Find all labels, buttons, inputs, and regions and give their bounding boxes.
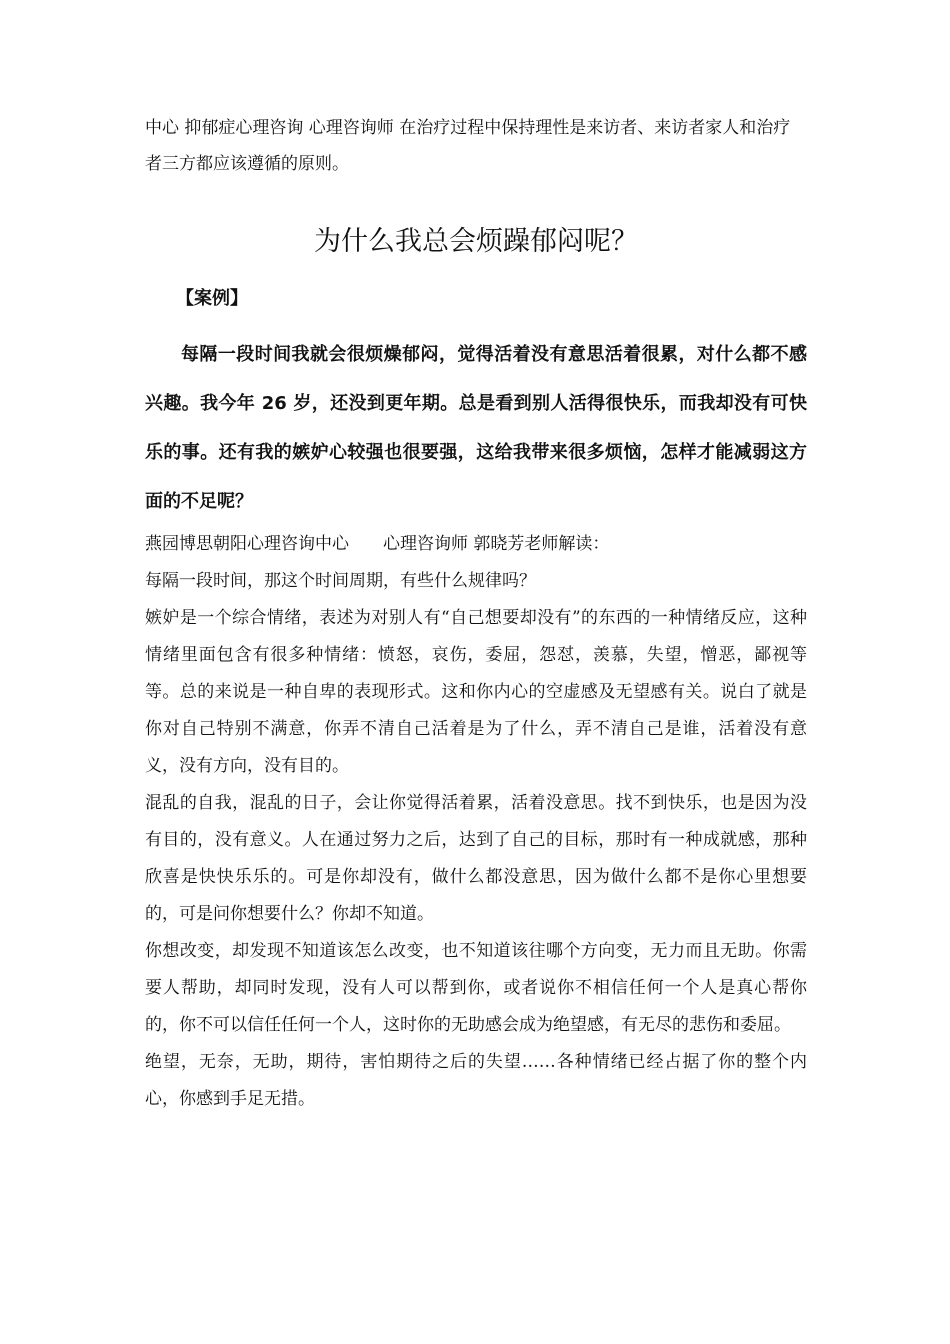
response-byline: 燕园博思朝阳心理咨询中心 心理咨询师 郭晓芳老师解读： (145, 534, 610, 554)
response-paragraph: 绝望，无奈，无助，期待，害怕期待之后的失望……各种情绪已经占据了你的整个内心，你感到手足无措。 (145, 1052, 807, 1109)
intro-paragraph: 中心 抑郁症心理咨询 心理咨询师 在治疗过程中保持理性是来访者、来访者家人和治疗者三方都应该遵循的原则。 (145, 118, 791, 174)
response-paragraph: 混乱的自我，混乱的日子，会让你觉得活着累，活着没意思。找不到快乐，也是因为没有目的，没有意义。人在通过努力之后，达到了自己的目标，那时有一种成就感，那种欣喜是快快乐乐的。可是你却没有，做什么都没意思，因为做什么都不是你心里想要的，可是问你想要什么？你却不知道。 (145, 793, 807, 924)
article-title: 为什么我总会烦躁郁闷呢？ (314, 226, 638, 257)
case-label: 【案例】 (176, 288, 248, 309)
case-description: 每隔一段时间我就会很烦燥郁闷，觉得活着没有意思活着很累，对什么都不感兴趣。我今年 26 岁，还没到更年期。总是看到别人活得很快乐，而我却没有可快乐的事。还有我的嫉妒心较强也很要强，这给我带来很多烦恼，怎样才能减弱这方面的不足呢？ (145, 344, 807, 512)
response-paragraph: 嫉妒是一个综合情绪，表述为对别人有“自己想要却没有”的东西的一种情绪反应，这种情绪里面包含有很多种情绪：愤怒，哀伤，委屈，怨怼，羡慕，失望，憎恶，鄙视等等。总的来说是一种自卑的表现形式。这和你内心的空虚感及无望感有关。说白了就是你对自己特别不满意，你弄不清自己活着是为了什么，弄不清自己是谁，活着没有意义，没有方向，没有目的。 (145, 608, 807, 776)
response-paragraph: 你想改变，却发现不知道该怎么改变，也不知道该往哪个方向变，无力而且无助。你需要人帮助，却同时发现，没有人可以帮到你，或者说你不相信任何一个人是真心帮你的，你不可以信任任何一个人，这时你的无助感会成为绝望感，有无尽的悲伤和委屈。 (145, 941, 807, 1035)
response-paragraph: 每隔一段时间，那这个时间周期，有些什么规律吗？ (145, 571, 536, 591)
counselor-response (145, 526, 807, 1118)
